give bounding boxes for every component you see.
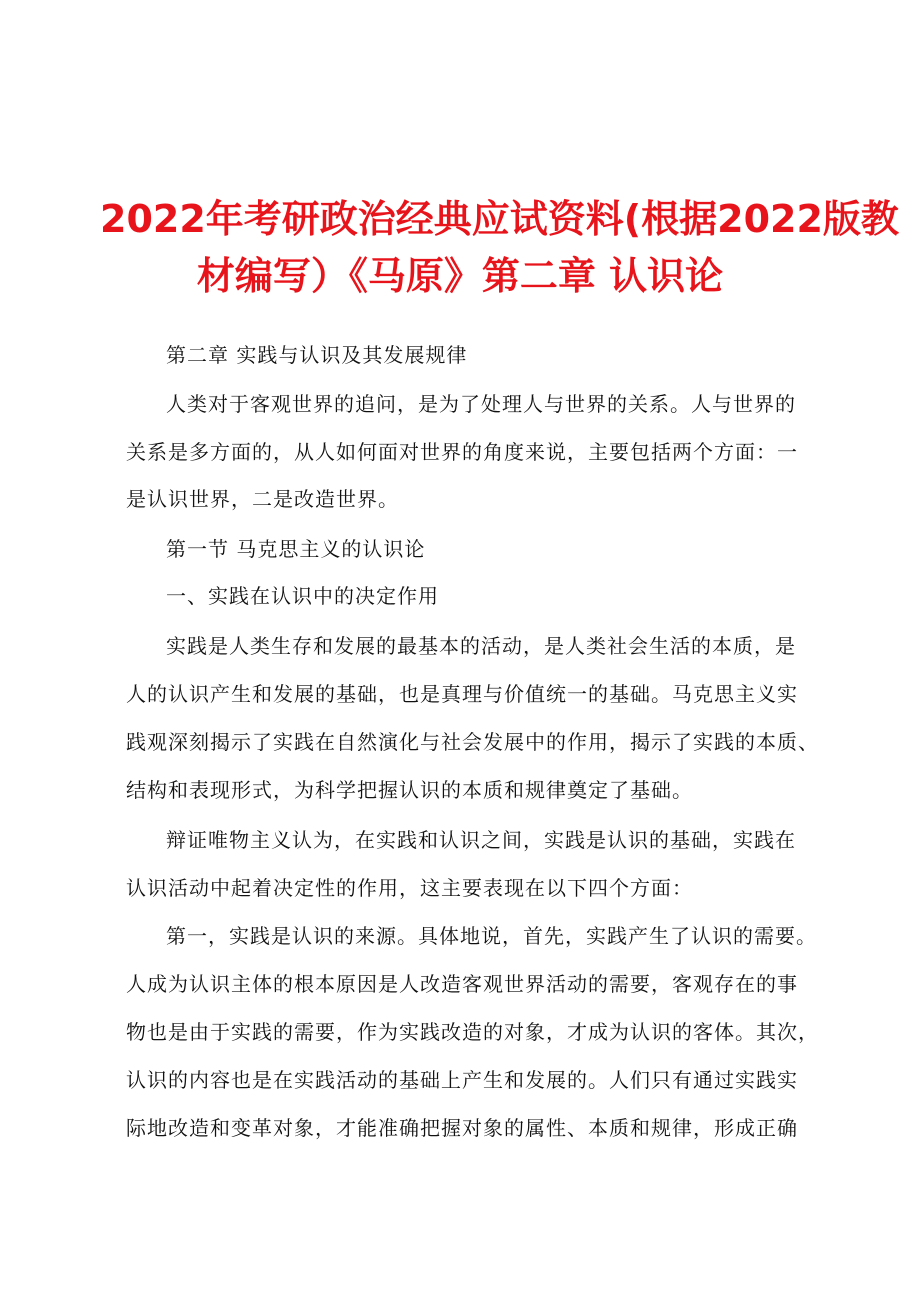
section-heading: 第一节 马克思主义的认识论: [166, 537, 426, 561]
paragraph-line: 辩证唯物主义认为，在实践和认识之间，实践是认识的基础，实践在: [166, 828, 796, 852]
paragraph-line: 第一，实践是认识的来源。具体地说，首先，实践产生了认识的需要。: [166, 924, 817, 948]
paragraph-line: 人的认识产生和发展的基础，也是真理与价值统一的基础。马克思主义实: [126, 682, 798, 706]
subsection-heading: 一、实践在认识中的决定作用: [166, 584, 439, 608]
document-title-line-2: 材编写）《马原》第二章 认识论: [196, 254, 724, 298]
paragraph-line: 际地改造和变革对象，才能准确把握对象的属性、本质和规律，形成正确: [126, 1116, 798, 1140]
document-title-line-1: 2022年考研政治经典应试资料(根据2022版教: [100, 197, 899, 241]
paragraph-line: 践观深刻揭示了实践在自然演化与社会发展中的作用，揭示了实践的本质、: [126, 730, 819, 754]
paragraph-line: 是认识世界，二是改造世界。: [126, 487, 399, 511]
paragraph-line: 认识活动中起着决定性的作用，这主要表现在以下四个方面：: [126, 876, 693, 900]
chapter-heading: 第二章 实践与认识及其发展规律: [166, 343, 468, 367]
paragraph-line: 关系是多方面的，从人如何面对世界的角度来说，主要包括两个方面：一: [126, 440, 798, 464]
paragraph-line: 人类对于客观世界的追问，是为了处理人与世界的关系。人与世界的: [166, 392, 796, 416]
paragraph-line: 实践是人类生存和发展的最基本的活动，是人类社会生活的本质，是: [166, 634, 796, 658]
paragraph-line: 结构和表现形式，为科学把握认识的本质和规律奠定了基础。: [126, 778, 693, 802]
paragraph-line: 物也是由于实践的需要，作为实践改造的对象，才成为认识的客体。其次，: [126, 1020, 819, 1044]
paragraph-line: 人成为认识主体的根本原因是人改造客观世界活动的需要，客观存在的事: [126, 972, 798, 996]
paragraph-line: 认识的内容也是在实践活动的基础上产生和发展的。人们只有通过实践实: [126, 1068, 798, 1092]
